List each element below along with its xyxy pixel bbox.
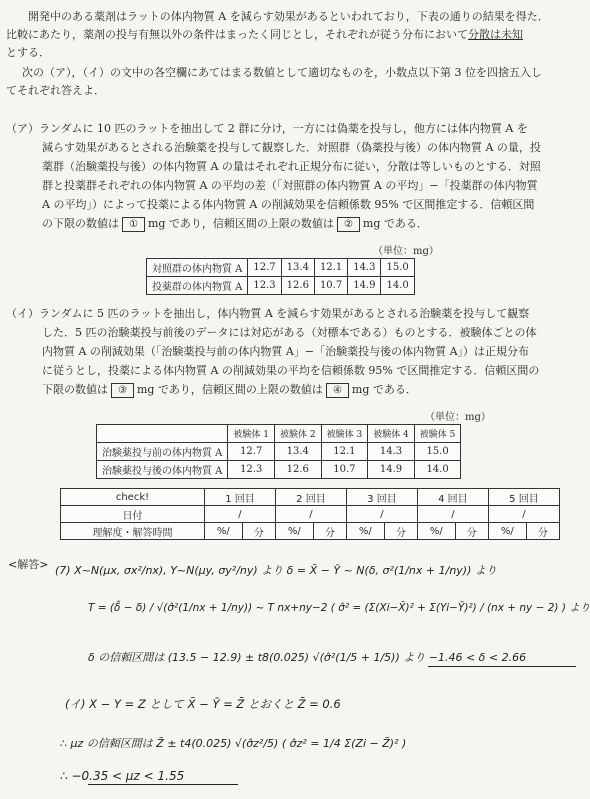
partA-line-3: 薬群（治験薬投与後）の体内物質 A の量はそれぞれ正規分布に従い，分散は等しいものとする．対照 [42, 160, 541, 173]
intro-line-5: てそれぞれ答えよ． [6, 84, 105, 97]
table-cell: 14.3 [368, 443, 415, 461]
answer-label: <解答> [8, 558, 49, 571]
table1-row2-label: 投薬群の体内物質 A [147, 277, 248, 295]
intro-line-4: 次の（ア），（イ）の文中の各空欄にあてはまる数値として適切なものを，小数点以下第 3 位を四捨五入し [22, 66, 542, 79]
minutes-cell[interactable]: 分 [384, 523, 417, 540]
partB-line-2: した．5 匹の治験薬投与前後のデータには対応がある（対標本である）ものとする．被験体ごとの体 [42, 326, 537, 339]
table-header: 被験体 4 [368, 425, 415, 443]
table-cell: 14.3 [348, 259, 381, 277]
answer-line-5: ∴ μz の信頼区間は Z̄ ± t4(0.025) √(σ̂z²/5) ( σ̂z² = 1/4 Σ(Zi − Z̄)² ) [60, 737, 407, 750]
minutes-cell[interactable]: 分 [526, 523, 559, 540]
partB-line-1: （イ）ランダムに 5 匹のラットを抽出し，体内物質 A を減らす効果があるとされる治験薬を投与して観察 [6, 307, 530, 320]
answer-line-1: (7) X~N(μx, σx²/nx), Y~N(μy, σy²/ny) より δ = X̄ − Ȳ ~ N(δ, σ²(1/nx + 1/ny)) より [55, 564, 497, 577]
table-cell: 12.3 [228, 461, 275, 479]
minutes-cell[interactable]: 分 [242, 523, 275, 540]
table-cell: 14.0 [414, 461, 461, 479]
understanding-row-label: 理解度・解答時間 [61, 523, 205, 540]
blank-box-2: ② [337, 217, 360, 232]
table-cell: 12.1 [314, 259, 347, 277]
minutes-cell[interactable]: 分 [455, 523, 488, 540]
date-cell[interactable]: / [275, 506, 346, 523]
check-table [60, 488, 560, 540]
table-header [97, 425, 228, 443]
blank-box-3: ③ [111, 383, 134, 398]
blank-box-1: ① [122, 217, 145, 232]
intro-line-2: 比較にあたり，薬剤の投与有無以外の条件はまったく同じとし，それぞれが従う分布において分散は未知 [6, 28, 523, 41]
table-cell: 15.0 [414, 443, 461, 461]
date-cell[interactable]: / [488, 506, 559, 523]
table2-row1-label: 治験薬投与前の体内物質 A [97, 443, 228, 461]
table-header: 被験体 2 [275, 425, 322, 443]
check-header: check! [61, 489, 205, 506]
table-cell: 13.4 [275, 443, 322, 461]
date-cell[interactable]: / [204, 506, 275, 523]
date-cell[interactable]: / [417, 506, 488, 523]
table-row [147, 259, 415, 277]
table2-unit: （単位：mg） [425, 412, 491, 423]
percent-cell[interactable]: %/ [346, 523, 384, 540]
table-cell: 12.6 [281, 277, 314, 295]
table1-row1-label: 対照群の体内物質 A [147, 259, 248, 277]
date-row-label: 日付 [61, 506, 205, 523]
table1 [146, 258, 415, 295]
partA-line-4: 群と投薬群それぞれの体内物質 A の平均の差（「対照群の体内物質 A の平均」−「投薬群の体内物質 [42, 179, 538, 192]
percent-cell[interactable]: %/ [204, 523, 242, 540]
table-row [97, 425, 461, 443]
table-header: 被験体 1 [228, 425, 275, 443]
table-cell: 14.0 [381, 277, 414, 295]
check-header: 2 回目 [275, 489, 346, 506]
answer-underline [88, 784, 238, 785]
check-header: 4 回目 [417, 489, 488, 506]
table-row [97, 443, 461, 461]
table1-unit: （単位：mg） [373, 246, 439, 257]
table-row [97, 461, 461, 479]
partB-line-4: に従うとし，投薬による体内物質 A の削減効果の平均を信頼係数 95% で区間推定する．信頼区間の [42, 364, 540, 377]
table-header: 被験体 5 [414, 425, 461, 443]
table2-row2-label: 治験薬投与後の体内物質 A [97, 461, 228, 479]
table-cell: 14.9 [368, 461, 415, 479]
percent-cell[interactable]: %/ [417, 523, 455, 540]
table-cell: 12.6 [275, 461, 322, 479]
intro-line-3: とする． [6, 46, 50, 59]
unknown-variance-underline: 分散は未知 [468, 28, 523, 41]
answer-line-2: T = (δ̂ − δ) / √(σ̂²(1/nx + 1/ny)) ~ T nx+ny−2 ( σ̂² = (Σ(Xi−X̄)² + Σ(Yi−Ȳ)²) / (nx + ny − 2) ) より [88, 602, 590, 614]
answer-line-6: ∴ −0.35 < μz < 1.55 [60, 769, 185, 783]
partB-line-3: 内物質 A の削減効果（「治験薬投与前の体内物質 A」−「治験薬投与後の体内物質 A」）は正規分布 [42, 345, 530, 358]
date-cell[interactable]: / [346, 506, 417, 523]
table-cell: 12.7 [228, 443, 275, 461]
answer-line-3: δ の信頼区間は (13.5 − 12.9) ± t8(0.025) √(σ̂²(1/5 + 1/5)) より −1.46 < δ < 2.66 [88, 651, 527, 664]
percent-cell[interactable]: %/ [488, 523, 526, 540]
table-row [61, 523, 560, 540]
answer-underline [428, 666, 576, 667]
table-cell: 15.0 [381, 259, 414, 277]
check-header: 5 回目 [488, 489, 559, 506]
table-cell: 13.4 [281, 259, 314, 277]
minutes-cell[interactable]: 分 [313, 523, 346, 540]
table-row [61, 506, 560, 523]
table-cell: 14.9 [348, 277, 381, 295]
check-header: 1 回目 [204, 489, 275, 506]
percent-cell[interactable]: %/ [275, 523, 313, 540]
partA-line-1: （ア）ランダムに 10 匹のラットを抽出して 2 群に分け，一方には偽薬を投与し，他方には体内物質 A を [6, 122, 528, 135]
table-row [147, 277, 415, 295]
partB-line-5: 下限の数値は ③ mg であり，信頼区間の上限の数値は ④ mg である． [42, 383, 417, 396]
table-cell: 12.3 [248, 277, 281, 295]
table-cell: 10.7 [321, 461, 368, 479]
table-cell: 12.1 [321, 443, 368, 461]
blank-box-4: ④ [326, 383, 349, 398]
partA-line-5: A の平均」）によって投薬による体内物質 A の削減効果を信頼係数 95% で区間推定する．信頼区間 [42, 198, 535, 211]
intro-line-1: 開発中のある薬剤はラットの体内物質 A を減らす効果があるといわれており，下表の通りの結果を得た． [28, 10, 549, 23]
table-header: 被験体 3 [321, 425, 368, 443]
table-cell: 12.7 [248, 259, 281, 277]
table-row [61, 489, 560, 506]
partA-line-2: 減らす効果があるとされる治験薬を投与して観察した．対照群（偽薬投与後）の体内物質 A の量，投 [42, 141, 541, 154]
check-header: 3 回目 [346, 489, 417, 506]
table-cell: 10.7 [314, 277, 347, 295]
answer-line-4: (イ) X − Y = Z として X̄ − Ȳ = Z̄ とおくと Z̄ = 0.6 [65, 697, 341, 711]
partA-line-6: の下限の数値は ① mg であり，信頼区間の上限の数値は ② mg である． [42, 217, 428, 230]
table2 [96, 424, 461, 479]
